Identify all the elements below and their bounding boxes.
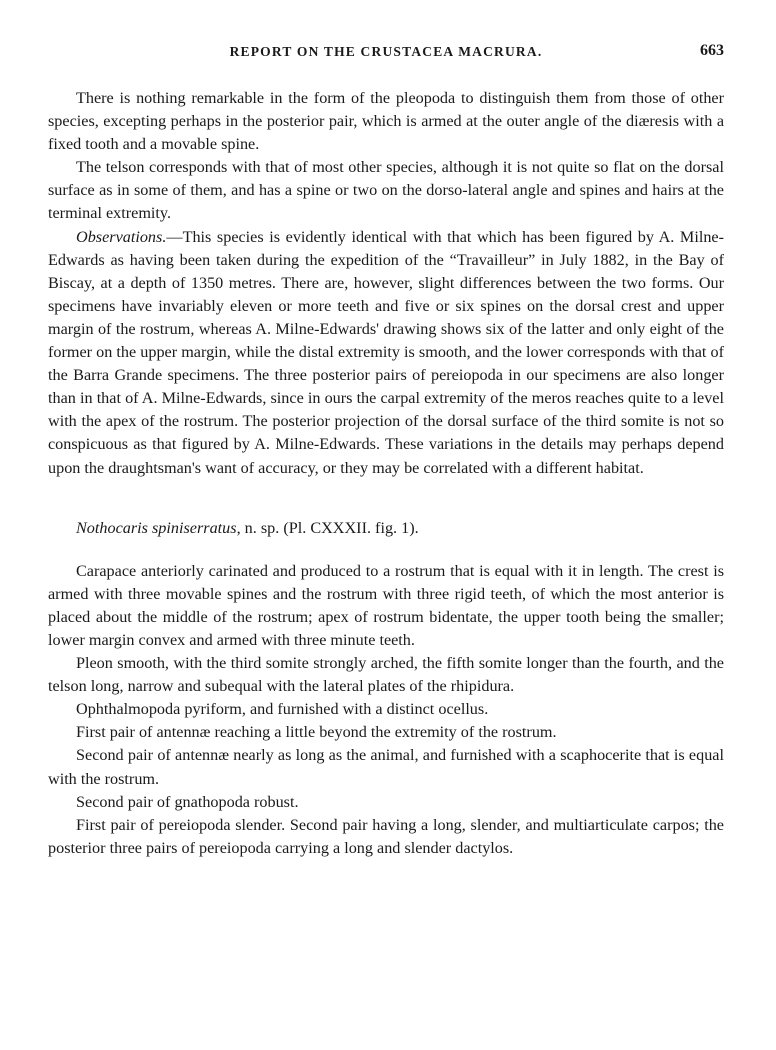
- running-head: REPORT ON THE CRUSTACEA MACRURA.: [229, 44, 543, 59]
- paragraph-pereiopoda: First pair of pereiopoda slender. Second pair having a long, slender, and multiarticulate carpos; the posterior three pairs of pereiopoda carrying a long and slender dactylos.: [48, 815, 724, 857]
- paragraph-first-antennae: First pair of antennæ reaching a little beyond the extremity of the rostrum.: [76, 723, 557, 742]
- paragraph-observations: [48, 226, 724, 480]
- page-number: 663: [700, 42, 724, 59]
- species-reference: , n. sp. (Pl. CXXXII. fig. 1).: [236, 518, 419, 537]
- heading-gap: [48, 540, 724, 560]
- paragraph-pleopoda: There is nothing remarkable in the form of the pleopoda to distinguish them from those of other species, excepting perhaps in the posterior pair, which is armed at the outer angle of the diæresis with a fixed tooth and a movable spine.: [48, 89, 724, 154]
- section-gap: [48, 480, 724, 517]
- page-header: [48, 44, 724, 68]
- paragraph-second-antennae: Second pair of antennæ nearly as long as the animal, and furnished with a scaphocerite that is equal with the rostrum.: [48, 746, 724, 788]
- species-heading: [48, 517, 724, 540]
- paragraph-ophthalmopoda: Ophthalmopoda pyriform, and furnished with a distinct ocellus.: [76, 700, 489, 719]
- page-body: [48, 87, 724, 860]
- paragraph-telson: The telson corresponds with that of most other species, although it is not quite so flat on the dorsal surface as in some of them, and has a spine or two on the dorso-lateral angle and spines and hairs at the terminal extremity.: [48, 158, 724, 223]
- observations-heading: Observations.: [76, 227, 167, 246]
- species-name: Nothocaris spiniserratus: [76, 518, 237, 537]
- observations-text: —This species is evidently identical with that which has been figured by A. Milne-Edwards as having been taken during the expedition of the “Travailleur” in July 1882, in the Bay of Biscay, at a depth of 1350 metres. There are, however, slight differences between the two forms. Our specimens have invariably eleven or more teeth and five or six spines on the dorsal crest and upper margin of the rostrum, whereas A. Milne-Edwards' drawing shows six of the latter and only eight of the former on the upper margin, while the distal extremity is smooth, and the lower corresponds with that of the Barra Grande specimens. The three posterior pairs of pereiopoda in our specimens are also longer than in that of A. Milne-Edwards, since in ours the carpal extremity of the meros reaches quite to a level with the apex of the rostrum. The posterior projection of the dorsal surface of the third somite is not so conspicuous as that figured by A. Milne-Edwards. These variations in the details may perhaps depend upon the draughtsman's want of accuracy, or they may be correlated with a different habitat.: [48, 227, 724, 477]
- paragraph-pleon: Pleon smooth, with the third somite strongly arched, the fifth somite longer than the fourth, and the telson long, narrow and subequal with the lateral plates of the rhipidura.: [48, 654, 724, 696]
- paragraph-carapace: Carapace anteriorly carinated and produced to a rostrum that is equal with it in length. The crest is armed with three movable spines and the rostrum with three rigid teeth, of which the most anterior is placed about the middle of the rostrum; apex of rostrum bidentate, the upper tooth being the smaller; lower margin convex and armed with three minute teeth.: [48, 561, 724, 649]
- paragraph-gnathopoda: Second pair of gnathopoda robust.: [76, 792, 299, 811]
